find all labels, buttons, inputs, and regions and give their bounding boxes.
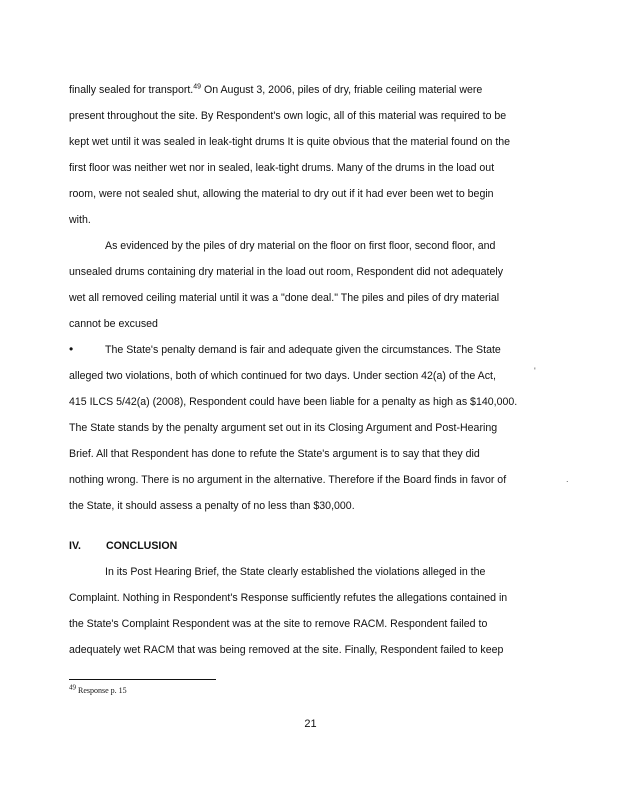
conclusion-line-3: the State's Complaint Respondent was at the site to remove RACM. Respondent failed to: [69, 618, 488, 630]
conclusion-line-1: In its Post Hearing Brief, the State clearly established the violations alleged in the: [105, 566, 486, 578]
paragraph-1-line-4: first floor was neither wet nor in sealed, leak-tight drums. Many of the drums in the load out: [69, 162, 495, 174]
paragraph-1-line-2: present throughout the site. By Respondent's own logic, all of this material was required to be: [69, 110, 507, 122]
paragraph-2-line-4: cannot be excused: [69, 318, 158, 330]
paragraph-1-line-1: [69, 84, 482, 97]
paragraph-1-line-6: with.: [69, 214, 91, 226]
footnote: [69, 683, 127, 695]
footnote-separator: [69, 679, 216, 680]
bullet-paragraph-line-4: The State stands by the penalty argument set out in its Closing Argument and Post-Hearing: [69, 422, 498, 434]
text-run: On August 3, 2006, piles of dry, friable ceiling material were: [201, 84, 483, 96]
conclusion-line-4: adequately wet RACM that was being removed at the site. Finally, Respondent failed to keep: [69, 644, 504, 656]
text-run: finally sealed for transport.: [69, 84, 194, 96]
scan-speck: .: [566, 474, 569, 484]
paragraph-1-line-3: kept wet until it was sealed in leak-tight drums It is quite obvious that the material found on the: [69, 136, 511, 148]
bullet-paragraph-line-6: nothing wrong. There is no argument in the alternative. Therefore if the Board finds in favor of: [69, 474, 507, 486]
conclusion-line-2: Complaint. Nothing in Respondent's Response sufficiently refutes the allegations contained in: [69, 592, 508, 604]
paragraph-2-line-1: As evidenced by the piles of dry material on the floor on first floor, second floor, and: [105, 240, 496, 252]
bullet-paragraph-line-7: the State, it should assess a penalty of no less than $30,000.: [69, 500, 355, 512]
paragraph-2-line-2: unsealed drums containing dry material in the load out room, Respondent did not adequately: [69, 266, 504, 278]
paragraph-1-line-5: room, were not sealed shut, allowing the material to dry out if it had ever been wet to begin: [69, 188, 494, 200]
section-title: CONCLUSION: [106, 540, 178, 552]
paragraph-2-line-3: wet all removed ceiling material until it was a "done deal." The piles and piles of dry material: [69, 292, 500, 304]
footnote-reference: 49: [193, 83, 202, 91]
section-number: IV.: [69, 540, 81, 552]
bullet-paragraph-line-5: Brief. All that Respondent has done to refute the State's argument is to say that they did: [69, 448, 480, 460]
page-number: 21: [304, 718, 317, 730]
footnote-text: Response p. 15: [78, 686, 127, 695]
section-heading: [69, 540, 177, 552]
bullet-paragraph-line-3: 415 ILCS 5/42(a) (2008), Respondent could have been liable for a penalty as high as $140,000.: [69, 396, 518, 408]
bullet-paragraph-line-1: The State's penalty demand is fair and adequate given the circumstances. The State: [105, 344, 501, 356]
scan-speck: ': [534, 366, 536, 376]
bullet-paragraph-line-2: alleged two violations, both of which continued for two days. Under section 42(a) of the Act,: [69, 370, 496, 382]
bullet-marker: •: [69, 342, 74, 356]
footnote-number: 49: [69, 683, 76, 692]
